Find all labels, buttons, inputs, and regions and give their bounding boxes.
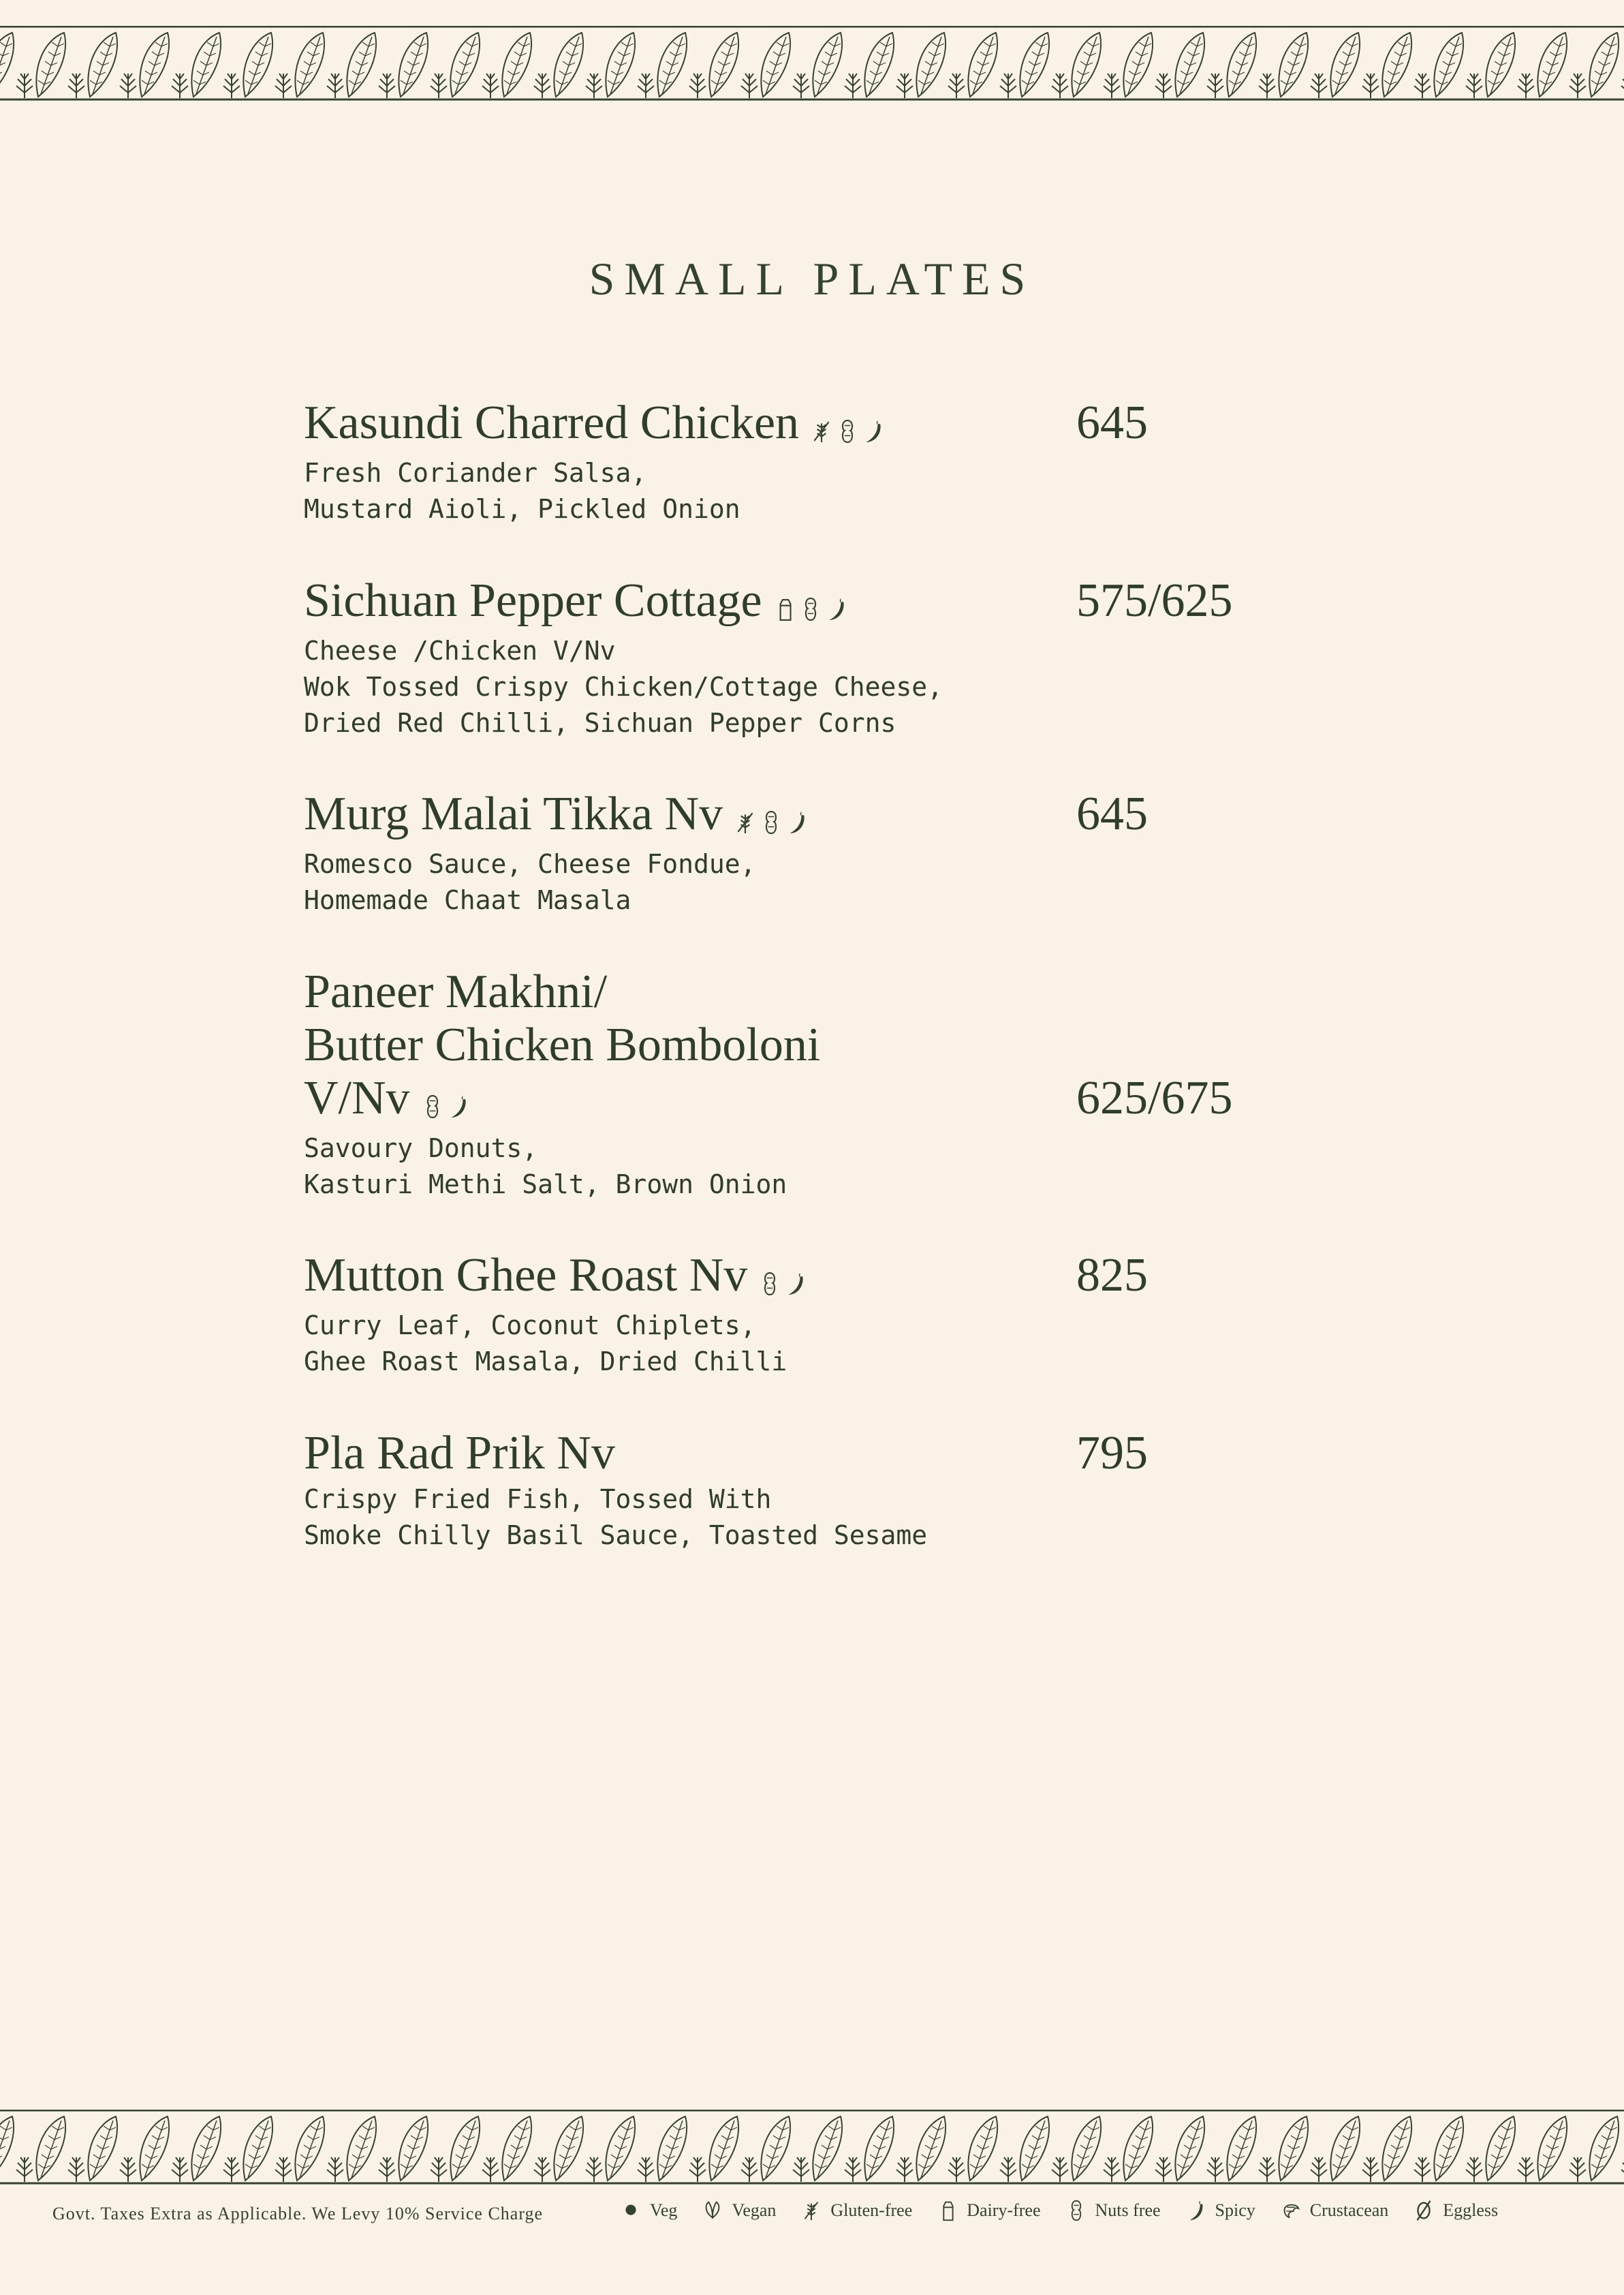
section-title: SMALL PLATES [589, 253, 1035, 305]
legend-label: Veg [650, 2200, 678, 2220]
description-line: Curry Leaf, Coconut Chiplets, [304, 1310, 756, 1340]
gluten-free-icon [800, 2198, 822, 2223]
item-icons [421, 1076, 473, 1129]
item-name: Pla Rad Prik Nv [304, 1427, 615, 1479]
description-line: Cheese /Chicken V/Nv [304, 635, 616, 666]
item-description [304, 455, 1326, 527]
spicy-icon [785, 807, 809, 838]
gluten-free-icon [810, 416, 833, 447]
menu-item [304, 397, 1326, 527]
nuts-free-icon [836, 416, 859, 447]
item-description [304, 1308, 1326, 1380]
legend-label: Spicy [1215, 2200, 1255, 2220]
description-line: Kasturi Methi Salt, Brown Onion [304, 1169, 787, 1199]
legend-entry [937, 2198, 1040, 2223]
legend-entry [1280, 2198, 1389, 2223]
dietary-legend [620, 2198, 1498, 2223]
legend-label: Eggless [1443, 2200, 1499, 2220]
description-line: Wok Tossed Crispy Chicken/Cottage Cheese, [304, 671, 943, 702]
legend-label: Nuts free [1095, 2200, 1161, 2220]
item-description [304, 1130, 1326, 1203]
legend-entry [800, 2198, 912, 2223]
description-line: Fresh Coriander Salsa, [304, 457, 647, 488]
menu-item [304, 966, 1326, 1203]
item-price: 625/675 [1076, 1072, 1233, 1124]
nuts-free-icon [1065, 2198, 1087, 2223]
item-description [304, 633, 1326, 741]
vegan-icon [702, 2198, 723, 2223]
veg-icon [620, 2198, 642, 2223]
legend-label: Vegan [732, 2200, 777, 2220]
description-line: Crispy Fried Fish, Tossed With [304, 1484, 772, 1514]
item-description [304, 1481, 1326, 1554]
item-price: 575/625 [1076, 574, 1233, 627]
description-line: Savoury Donuts, [304, 1133, 538, 1163]
item-name: Kasundi Charred Chicken [304, 397, 800, 449]
item-name-line: Paneer Makhni/ [304, 966, 608, 1018]
leaf-border-top [0, 26, 1624, 101]
item-name: Mutton Ghee Roast Nv [304, 1249, 748, 1301]
menu-item [304, 1249, 1326, 1380]
legend-entry [702, 2198, 776, 2223]
description-line: Smoke Chilly Basil Sauce, Toasted Sesame [304, 1520, 928, 1550]
tax-note: Govt. Taxes Extra as Applicable. We Levy 10% Service Charge [52, 2204, 544, 2223]
item-icons [758, 1253, 810, 1306]
nuts-free-icon [799, 594, 822, 625]
menu-item [304, 1427, 1326, 1554]
item-price: 795 [1076, 1427, 1148, 1479]
item-icons [773, 579, 851, 632]
item-icons [810, 401, 888, 454]
legend-entry [1413, 2198, 1498, 2223]
description-line: Ghee Roast Masala, Dried Chilli [304, 1346, 787, 1376]
item-name: Murg Malai Tikka Nv [304, 788, 723, 840]
spicy-icon [447, 1091, 470, 1122]
item-price: 825 [1076, 1249, 1148, 1301]
item-description [304, 846, 1326, 919]
nuts-free-icon [760, 807, 783, 838]
legend-label: Crustacean [1309, 2200, 1389, 2220]
description-line: Homemade Chaat Masala [304, 884, 631, 915]
spicy-icon [1185, 2198, 1207, 2223]
spicy-icon [825, 594, 848, 625]
item-icons [734, 792, 811, 845]
spicy-icon [784, 1268, 807, 1299]
dairy-free-icon [773, 594, 796, 625]
description-line: Romesco Sauce, Cheese Fondue, [304, 848, 756, 879]
legend-label: Gluten-free [830, 2200, 913, 2220]
menu-item [304, 788, 1326, 919]
gluten-free-icon [734, 807, 757, 838]
item-name-line: V/Nv [304, 1072, 410, 1124]
legend-entry [1065, 2198, 1161, 2223]
leaf-border-bottom [0, 2110, 1624, 2185]
item-price: 645 [1076, 397, 1148, 449]
spicy-icon [862, 416, 885, 447]
description-line: Dried Red Chilli, Sichuan Pepper Corns [304, 707, 896, 738]
eggless-icon [1413, 2198, 1435, 2223]
nuts-free-icon [421, 1091, 444, 1122]
legend-label: Dairy-free [967, 2200, 1041, 2220]
description-line: Mustard Aioli, Pickled Onion [304, 493, 740, 524]
menu-item [304, 574, 1326, 741]
item-price: 645 [1076, 788, 1148, 840]
crustacean-icon [1280, 2198, 1302, 2223]
legend-entry [1185, 2198, 1255, 2223]
legend-entry [620, 2198, 677, 2223]
nuts-free-icon [758, 1268, 781, 1299]
item-name-line: Butter Chicken Bomboloni [304, 1019, 821, 1071]
dairy-free-icon [937, 2198, 958, 2223]
item-name: Sichuan Pepper Cottage [304, 574, 762, 627]
